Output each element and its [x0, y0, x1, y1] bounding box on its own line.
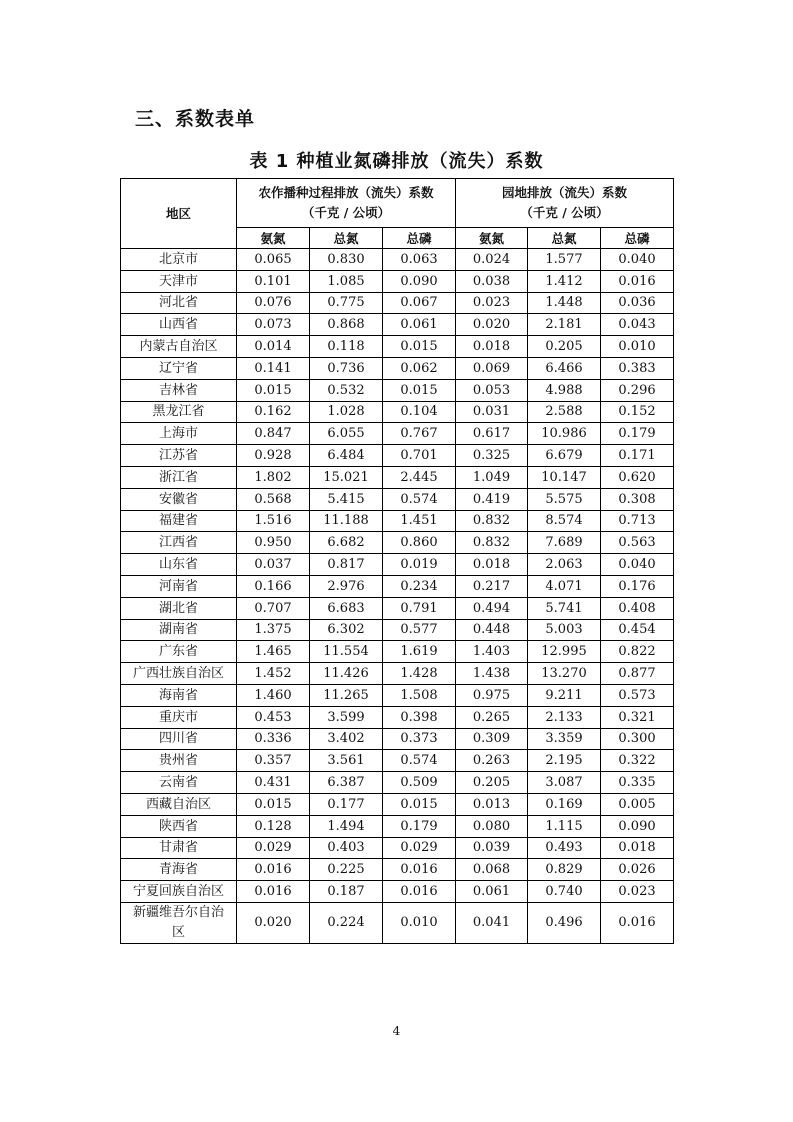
value-cell: 11.265: [310, 684, 383, 706]
table-row: [121, 292, 674, 314]
table-title: 表 1 种植业氮磷排放（流失）系数: [249, 151, 544, 172]
region-cell: 贵州省: [121, 750, 237, 772]
subheader-crop-total-nitrogen: 总氮: [310, 228, 383, 249]
region-cell: 新疆维吾尔自治区: [121, 902, 237, 943]
value-cell: 0.860: [383, 532, 456, 554]
value-cell: 0.829: [528, 859, 601, 881]
crop-group-unit: （千克 / 公顷）: [301, 205, 391, 220]
value-cell: 0.448: [456, 619, 528, 641]
value-cell: 3.359: [528, 728, 601, 750]
value-cell: 0.152: [601, 401, 674, 423]
value-cell: 2.976: [310, 575, 383, 597]
value-cell: 5.003: [528, 619, 601, 641]
table-row: [121, 750, 674, 772]
region-cell: 山西省: [121, 314, 237, 336]
table-row: [121, 554, 674, 576]
value-cell: 1.516: [237, 510, 310, 532]
value-cell: 0.187: [310, 881, 383, 903]
value-cell: 0.010: [383, 902, 456, 943]
value-cell: 0.205: [528, 336, 601, 358]
value-cell: 0.309: [456, 728, 528, 750]
region-cell: 河南省: [121, 575, 237, 597]
value-cell: 0.217: [456, 575, 528, 597]
value-cell: 0.020: [456, 314, 528, 336]
table-row: [121, 706, 674, 728]
value-cell: 0.169: [528, 793, 601, 815]
crop-group-label: 农作播种过程排放（流失）系数: [258, 185, 434, 200]
table-row: [121, 793, 674, 815]
value-cell: 0.950: [237, 532, 310, 554]
value-cell: 0.053: [456, 379, 528, 401]
value-cell: 1.619: [383, 641, 456, 663]
value-cell: 0.101: [237, 270, 310, 292]
region-cell: 河北省: [121, 292, 237, 314]
value-cell: 0.877: [601, 663, 674, 685]
value-cell: 1.448: [528, 292, 601, 314]
orchard-group-label: 园地排放（流失）系数: [502, 185, 628, 200]
value-cell: 0.868: [310, 314, 383, 336]
value-cell: 0.029: [237, 837, 310, 859]
value-cell: 0.403: [310, 837, 383, 859]
value-cell: 0.453: [237, 706, 310, 728]
value-cell: 0.263: [456, 750, 528, 772]
value-cell: 0.029: [383, 837, 456, 859]
region-header: 地区: [121, 179, 237, 249]
table-row: [121, 357, 674, 379]
value-cell: 1.460: [237, 684, 310, 706]
value-cell: 13.270: [528, 663, 601, 685]
crop-group-header: [237, 179, 456, 228]
value-cell: 7.689: [528, 532, 601, 554]
table-row: [121, 597, 674, 619]
value-cell: 0.357: [237, 750, 310, 772]
value-cell: 0.015: [383, 336, 456, 358]
value-cell: 0.179: [383, 815, 456, 837]
region-cell: 内蒙古自治区: [121, 336, 237, 358]
value-cell: 0.847: [237, 423, 310, 445]
value-cell: 6.055: [310, 423, 383, 445]
table-body: [121, 249, 674, 944]
value-cell: 0.265: [456, 706, 528, 728]
value-cell: 0.775: [310, 292, 383, 314]
value-cell: 0.016: [383, 881, 456, 903]
value-cell: 0.018: [456, 336, 528, 358]
table-row: [121, 663, 674, 685]
value-cell: 0.040: [601, 554, 674, 576]
value-cell: 0.234: [383, 575, 456, 597]
value-cell: 0.018: [601, 837, 674, 859]
section-heading: 三、系数表单: [135, 108, 256, 130]
value-cell: 0.018: [456, 554, 528, 576]
region-cell: 四川省: [121, 728, 237, 750]
region-cell: 江西省: [121, 532, 237, 554]
value-cell: 0.036: [601, 292, 674, 314]
table-row: [121, 575, 674, 597]
value-cell: 0.016: [237, 859, 310, 881]
value-cell: 1.577: [528, 249, 601, 271]
subheader-orchard-total-phosphorus: 总磷: [601, 228, 674, 249]
value-cell: 0.454: [601, 619, 674, 641]
value-cell: 2.588: [528, 401, 601, 423]
value-cell: 0.335: [601, 772, 674, 794]
value-cell: 5.415: [310, 488, 383, 510]
value-cell: 0.023: [456, 292, 528, 314]
value-cell: 0.016: [601, 270, 674, 292]
value-cell: 0.068: [456, 859, 528, 881]
subheader-crop-ammonia: 氨氮: [237, 228, 310, 249]
value-cell: 0.104: [383, 401, 456, 423]
value-cell: 0.019: [383, 554, 456, 576]
value-cell: 3.402: [310, 728, 383, 750]
table-row: [121, 815, 674, 837]
value-cell: 0.141: [237, 357, 310, 379]
table-row: [121, 401, 674, 423]
table-row: [121, 336, 674, 358]
region-cell: 云南省: [121, 772, 237, 794]
value-cell: 0.532: [310, 379, 383, 401]
region-cell: 吉林省: [121, 379, 237, 401]
value-cell: 0.069: [456, 357, 528, 379]
table-row: [121, 379, 674, 401]
value-cell: 10.986: [528, 423, 601, 445]
value-cell: 1.375: [237, 619, 310, 641]
region-cell: 浙江省: [121, 466, 237, 488]
value-cell: 0.509: [383, 772, 456, 794]
table-row: [121, 619, 674, 641]
region-cell: 天津市: [121, 270, 237, 292]
value-cell: 0.063: [383, 249, 456, 271]
value-cell: 0.713: [601, 510, 674, 532]
value-cell: 6.466: [528, 357, 601, 379]
value-cell: 6.683: [310, 597, 383, 619]
value-cell: 0.061: [456, 881, 528, 903]
value-cell: 0.043: [601, 314, 674, 336]
value-cell: 0.015: [383, 793, 456, 815]
region-cell: 北京市: [121, 249, 237, 271]
table-row: [121, 772, 674, 794]
value-cell: 0.065: [237, 249, 310, 271]
value-cell: 0.179: [601, 423, 674, 445]
value-cell: 1.465: [237, 641, 310, 663]
value-cell: 0.431: [237, 772, 310, 794]
region-cell: 广西壮族自治区: [121, 663, 237, 685]
value-cell: 0.975: [456, 684, 528, 706]
value-cell: 6.679: [528, 445, 601, 467]
value-cell: 11.426: [310, 663, 383, 685]
value-cell: 0.322: [601, 750, 674, 772]
region-cell: 陕西省: [121, 815, 237, 837]
value-cell: 0.563: [601, 532, 674, 554]
value-cell: 6.484: [310, 445, 383, 467]
value-cell: 0.336: [237, 728, 310, 750]
value-cell: 0.832: [456, 510, 528, 532]
value-cell: 0.067: [383, 292, 456, 314]
value-cell: 0.205: [456, 772, 528, 794]
region-cell: 上海市: [121, 423, 237, 445]
value-cell: 0.013: [456, 793, 528, 815]
value-cell: 3.561: [310, 750, 383, 772]
value-cell: 5.741: [528, 597, 601, 619]
value-cell: 0.383: [601, 357, 674, 379]
value-cell: 0.928: [237, 445, 310, 467]
value-cell: 0.177: [310, 793, 383, 815]
value-cell: 0.016: [237, 881, 310, 903]
region-cell: 山东省: [121, 554, 237, 576]
value-cell: 0.573: [601, 684, 674, 706]
region-cell: 广东省: [121, 641, 237, 663]
value-cell: 4.071: [528, 575, 601, 597]
table-row: [121, 728, 674, 750]
table-row: [121, 445, 674, 467]
value-cell: 1.428: [383, 663, 456, 685]
table-row: [121, 532, 674, 554]
table-row: [121, 249, 674, 271]
value-cell: 0.496: [528, 902, 601, 943]
value-cell: 0.031: [456, 401, 528, 423]
value-cell: 3.599: [310, 706, 383, 728]
value-cell: 0.224: [310, 902, 383, 943]
value-cell: 0.015: [237, 379, 310, 401]
value-cell: 0.014: [237, 336, 310, 358]
value-cell: 0.296: [601, 379, 674, 401]
region-cell: 安徽省: [121, 488, 237, 510]
value-cell: 2.133: [528, 706, 601, 728]
value-cell: 0.118: [310, 336, 383, 358]
value-cell: 0.373: [383, 728, 456, 750]
value-cell: 4.988: [528, 379, 601, 401]
value-cell: 0.016: [383, 859, 456, 881]
region-cell: 海南省: [121, 684, 237, 706]
value-cell: 0.041: [456, 902, 528, 943]
value-cell: 0.767: [383, 423, 456, 445]
value-cell: 0.791: [383, 597, 456, 619]
value-cell: 0.832: [456, 532, 528, 554]
value-cell: 0.061: [383, 314, 456, 336]
region-cell: 福建省: [121, 510, 237, 532]
region-cell: 青海省: [121, 859, 237, 881]
value-cell: 2.181: [528, 314, 601, 336]
value-cell: 0.090: [383, 270, 456, 292]
value-cell: 0.162: [237, 401, 310, 423]
value-cell: 0.020: [237, 902, 310, 943]
table-row: [121, 859, 674, 881]
value-cell: 0.176: [601, 575, 674, 597]
value-cell: 0.830: [310, 249, 383, 271]
value-cell: 0.494: [456, 597, 528, 619]
table-row: [121, 488, 674, 510]
value-cell: 1.115: [528, 815, 601, 837]
value-cell: 0.225: [310, 859, 383, 881]
value-cell: 0.038: [456, 270, 528, 292]
subheader-orchard-total-nitrogen: 总氮: [528, 228, 601, 249]
value-cell: 0.419: [456, 488, 528, 510]
value-cell: 6.302: [310, 619, 383, 641]
table-row: [121, 314, 674, 336]
value-cell: 0.574: [383, 488, 456, 510]
region-cell: 黑龙江省: [121, 401, 237, 423]
value-cell: 0.398: [383, 706, 456, 728]
coefficient-table: [120, 178, 674, 944]
value-cell: 2.195: [528, 750, 601, 772]
subheader-crop-total-phosphorus: 总磷: [383, 228, 456, 249]
value-cell: 1.049: [456, 466, 528, 488]
value-cell: 0.740: [528, 881, 601, 903]
value-cell: 0.300: [601, 728, 674, 750]
value-cell: 1.494: [310, 815, 383, 837]
region-cell: 湖南省: [121, 619, 237, 641]
value-cell: 0.010: [601, 336, 674, 358]
value-cell: 11.554: [310, 641, 383, 663]
value-cell: 0.736: [310, 357, 383, 379]
value-cell: 0.073: [237, 314, 310, 336]
value-cell: 2.445: [383, 466, 456, 488]
value-cell: 0.707: [237, 597, 310, 619]
value-cell: 8.574: [528, 510, 601, 532]
value-cell: 0.080: [456, 815, 528, 837]
orchard-group-header: [456, 179, 674, 228]
value-cell: 0.015: [237, 793, 310, 815]
region-cell: 甘肃省: [121, 837, 237, 859]
value-cell: 9.211: [528, 684, 601, 706]
value-cell: 0.039: [456, 837, 528, 859]
value-cell: 1.085: [310, 270, 383, 292]
value-cell: 12.995: [528, 641, 601, 663]
value-cell: 0.620: [601, 466, 674, 488]
value-cell: 0.321: [601, 706, 674, 728]
value-cell: 0.062: [383, 357, 456, 379]
value-cell: 15.021: [310, 466, 383, 488]
table-row: [121, 423, 674, 445]
table-row: [121, 466, 674, 488]
value-cell: 6.387: [310, 772, 383, 794]
value-cell: 0.015: [383, 379, 456, 401]
value-cell: 3.087: [528, 772, 601, 794]
value-cell: 0.128: [237, 815, 310, 837]
value-cell: 0.574: [383, 750, 456, 772]
table-row: [121, 641, 674, 663]
value-cell: 11.188: [310, 510, 383, 532]
value-cell: 2.063: [528, 554, 601, 576]
region-cell: 湖北省: [121, 597, 237, 619]
value-cell: 1.438: [456, 663, 528, 685]
value-cell: 0.171: [601, 445, 674, 467]
value-cell: 5.575: [528, 488, 601, 510]
orchard-group-unit: （千克 / 公顷）: [520, 205, 609, 220]
value-cell: 6.682: [310, 532, 383, 554]
value-cell: 1.508: [383, 684, 456, 706]
value-cell: 1.403: [456, 641, 528, 663]
value-cell: 0.037: [237, 554, 310, 576]
value-cell: 0.822: [601, 641, 674, 663]
value-cell: 0.568: [237, 488, 310, 510]
value-cell: 0.493: [528, 837, 601, 859]
value-cell: 0.817: [310, 554, 383, 576]
value-cell: 0.005: [601, 793, 674, 815]
value-cell: 0.617: [456, 423, 528, 445]
region-cell: 宁夏回族自治区: [121, 881, 237, 903]
table-row: [121, 902, 674, 943]
region-cell: 西藏自治区: [121, 793, 237, 815]
table-row: [121, 510, 674, 532]
region-cell: 江苏省: [121, 445, 237, 467]
value-cell: 0.024: [456, 249, 528, 271]
value-cell: 1.451: [383, 510, 456, 532]
value-cell: 0.308: [601, 488, 674, 510]
value-cell: 0.016: [601, 902, 674, 943]
value-cell: 0.090: [601, 815, 674, 837]
value-cell: 1.028: [310, 401, 383, 423]
page-number: 4: [392, 1024, 401, 1038]
value-cell: 0.325: [456, 445, 528, 467]
table-row: [121, 684, 674, 706]
value-cell: 0.577: [383, 619, 456, 641]
value-cell: 0.040: [601, 249, 674, 271]
table-row: [121, 881, 674, 903]
table-row: [121, 837, 674, 859]
value-cell: 0.408: [601, 597, 674, 619]
region-cell: 辽宁省: [121, 357, 237, 379]
value-cell: 1.412: [528, 270, 601, 292]
subheader-orchard-ammonia: 氨氮: [456, 228, 528, 249]
region-cell: 重庆市: [121, 706, 237, 728]
value-cell: 0.701: [383, 445, 456, 467]
value-cell: 0.023: [601, 881, 674, 903]
value-cell: 1.802: [237, 466, 310, 488]
value-cell: 0.026: [601, 859, 674, 881]
value-cell: 1.452: [237, 663, 310, 685]
value-cell: 0.166: [237, 575, 310, 597]
value-cell: 10.147: [528, 466, 601, 488]
table-row: [121, 270, 674, 292]
value-cell: 0.076: [237, 292, 310, 314]
